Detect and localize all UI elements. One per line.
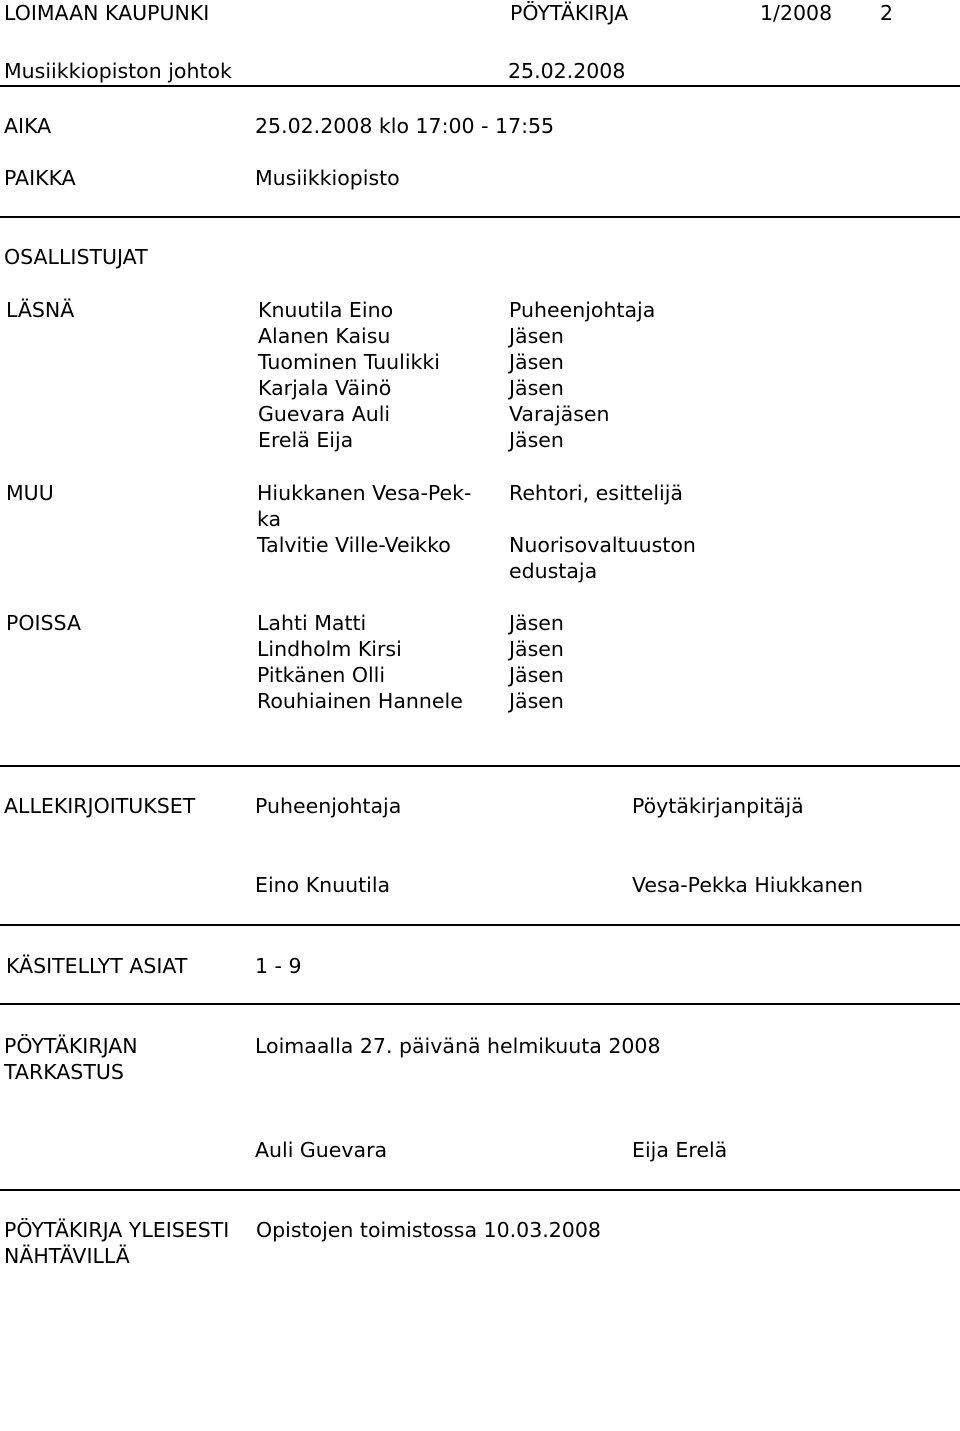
review-text: Loimaalla 27. päivänä helmikuuta 2008 (255, 1034, 661, 1058)
present-role: Varajäsen (509, 402, 610, 426)
absent-role: Jäsen (509, 689, 564, 713)
present-role: Jäsen (509, 376, 564, 400)
review-label-cont: TARKASTUS (4, 1060, 124, 1084)
other-name: Talvitie Ville-Veikko (257, 533, 451, 557)
signatures-divider (0, 924, 960, 926)
place-label: PAIKKA (4, 166, 76, 190)
present-name: Erelä Eija (258, 428, 354, 452)
secretary-name: Vesa-Pekka Hiukkanen (632, 873, 864, 897)
signatures-label: ALLEKIRJOITUKSET (4, 794, 196, 818)
page-number: 2 (880, 1, 894, 25)
absent-role: Jäsen (509, 663, 564, 687)
meeting-body: Musiikkiopiston johtok (4, 59, 232, 83)
items-label: KÄSITELLYT ASIAT (6, 954, 188, 978)
present-label: LÄSNÄ (6, 298, 75, 322)
other-role-cont: edustaja (509, 559, 598, 583)
public-label-cont: NÄHTÄVILLÄ (4, 1244, 130, 1268)
present-name: Knuutila Eino (258, 298, 394, 322)
org-name: LOIMAAN KAUPUNKI (4, 1, 210, 25)
present-role: Puheenjohtaja (509, 298, 656, 322)
items-divider (0, 1003, 960, 1005)
present-name: Tuominen Tuulikki (258, 350, 440, 374)
absent-name: Pitkänen Olli (257, 663, 386, 687)
absent-name: Rouhiainen Hannele (257, 689, 463, 713)
reviewer-name: Eija Erelä (632, 1138, 728, 1162)
time-label: AIKA (4, 114, 52, 138)
absent-name: Lahti Matti (257, 611, 367, 635)
secretary-title: Pöytäkirjanpitäjä (632, 794, 804, 818)
place-value: Musiikkiopisto (255, 166, 400, 190)
chair-title: Puheenjohtaja (255, 794, 402, 818)
present-role: Jäsen (509, 324, 564, 348)
participants-divider (0, 765, 960, 767)
header-date: 25.02.2008 (508, 59, 626, 83)
absent-name: Lindholm Kirsi (257, 637, 402, 661)
reviewer-name: Auli Guevara (255, 1138, 388, 1162)
other-name-cont: ka (257, 507, 282, 531)
review-label: PÖYTÄKIRJAN (4, 1034, 138, 1058)
public-label: PÖYTÄKIRJA YLEISESTI (4, 1218, 230, 1242)
absent-role: Jäsen (509, 637, 564, 661)
chair-name: Eino Knuutila (255, 873, 391, 897)
other-role: Rehtori, esittelijä (509, 481, 683, 505)
absent-role: Jäsen (509, 611, 564, 635)
doc-type: PÖYTÄKIRJA (510, 1, 629, 25)
other-name: Hiukkanen Vesa-Pek- (257, 481, 472, 505)
header-divider (0, 85, 960, 87)
place-divider (0, 216, 960, 218)
present-role: Jäsen (509, 428, 564, 452)
present-role: Jäsen (509, 350, 564, 374)
present-name: Karjala Väinö (258, 376, 392, 400)
participants-title: OSALLISTUJAT (4, 245, 148, 269)
time-value: 25.02.2008 klo 17:00 - 17:55 (255, 114, 555, 138)
absent-label: POISSA (6, 611, 81, 635)
other-label: MUU (6, 481, 54, 505)
doc-number: 1/2008 (760, 1, 833, 25)
items-value: 1 - 9 (255, 954, 302, 978)
present-name: Alanen Kaisu (258, 324, 391, 348)
other-role: Nuorisovaltuuston (509, 533, 696, 557)
public-text: Opistojen toimistossa 10.03.2008 (256, 1218, 601, 1242)
present-name: Guevara Auli (258, 402, 391, 426)
review-divider (0, 1189, 960, 1191)
